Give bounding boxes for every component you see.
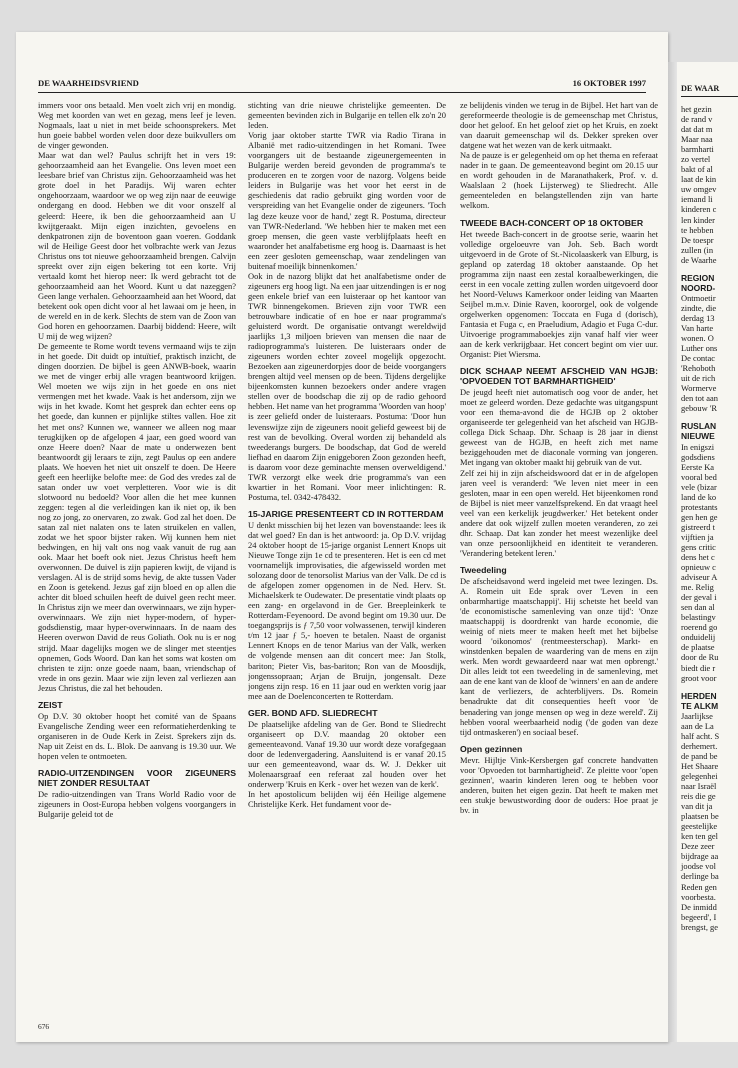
next-page-line: brengst, ge — [681, 921, 719, 932]
line-gap — [681, 683, 738, 691]
next-page-line: Maar naa — [681, 134, 713, 145]
next-page-line: protestants — [681, 501, 718, 512]
next-page-line: REGION — [681, 272, 715, 283]
header-rule — [38, 92, 646, 93]
next-page-line: voorbesta. — [681, 891, 716, 902]
column-3 — [460, 100, 658, 1035]
next-page-line: dat dat m — [681, 124, 713, 135]
section-heading: Open gezinnen — [460, 743, 523, 754]
next-page-line: bijdrage aa — [681, 851, 719, 862]
next-page-line: Deze zeer — [681, 841, 715, 852]
section-heading: GER. BOND AFD. SLIEDRECHT — [248, 707, 378, 718]
next-page-line: biedt die r — [681, 662, 716, 673]
newspaper-page — [16, 32, 668, 1042]
next-page-line: ken ten gel — [681, 831, 719, 842]
next-page-line: gen hen ge — [681, 511, 718, 522]
next-page-line: gelegenhei — [681, 771, 718, 781]
next-page-line: begeerd', I — [681, 911, 717, 922]
next-page-line: Van harte — [681, 322, 714, 333]
body-paragraph: De gemeente te Rome wordt tevens vermaand wijs te zijn in het goede. Dit duidt op intuïtief, praktisch inzicht, de dingen doorzien. De bijbel is geen ANWB-boek, waarin we met de vinger erbij alle vragen beantwoord krijgen. Wel moeten we wijs zijn in het goede en ons niet vermengen met het kwade. Vaak is het andersom, zijn we wijs in het kwade. Komt het gesprek dan echter eens op het goede, dan kunnen er pijnlijke stiltes vallen. Hoe zit het met ons? Kunnen we, wanneer we alleen nog maar terugkijken op de afgelopen 4 jaar, een goed woord van onze Heere doen? Naar de mate u onderwezen bent beantwoordt gij leraars te zijn, zegt Paulus op een andere plaats. We hoeven het niet uit onszelf te doen. De Heere geeft een heerlijke belofte mee: de God des vredes zal de satan onder uw voet verpletteren. Voor wie is dit slotwoord nu bedoeld? Voor allen die het mee kunnen zeggen: tegen al die verleidingen kan ik niet op, ik ben nog zo jong, zo onervaren, zo zwak. God zal het doen. De satan zal niet nalaten ons te laten struikelen en vallen, zodat we het spoor bijster raken. Wij kunnen hem niet bedwingen, en hij valt ons nog vaak vanuit de rug aan ook. Maar het boeft ook niet. Jezus Christus heeft hem overwonnen. De duivel is zijn papieren kwijt, de vijand is verslagen. Al is de strijd soms hevig, de akte tussen Vader en Zoon is getekend. Jezus gaf zijn bloed en op allen die achter dit bloed schuilen heeft de duivel geen recht meer. In Christus zijn we meer dan overwinnaars, we zijn hyper-overwinnaars. We zijn niet hyper-modern, of hyper-godsdienstig, maar hyper-overwinnaars. In de naam des Heeren overwon David de reus Goliath. Ook nu is er nog strijd. Maar dagelijks mogen we de slinger met steentjes opnemen, Gods Woord. Dan kan het soms wat kosten om christen te zijn: onze goede naam, baan, vriendschap of vrede in ons gezin. Maar wie zijn leven zal verliezen aan Jezus Christus, die zal het behouden. — [38, 341, 236, 693]
next-page-line: land de ko — [681, 491, 717, 502]
next-page-line: HERDEN — [681, 690, 717, 701]
line-gap — [681, 413, 738, 421]
next-page-line: godsdiens — [681, 451, 715, 462]
section-heading: DICK SCHAAP NEEMT AFSCHEID VAN HGJB: 'OPVOEDEN TOT BARMHARTIGHEID' — [460, 366, 658, 387]
body-paragraph: ze belijdenis vinden we terug in de Bijbel. Het hart van de gereformeerde theologie is de gemeenschap met Christus, door het geloof. En het geloof ziet op het Kruis, en zoekt van daaruit gemeenschap wil ds. Dekker spreken over datgene wat het wezen van de kerk uitmaakt. — [460, 100, 658, 151]
next-page-line: aan de La — [681, 720, 714, 731]
next-page-line: onduidelij — [681, 632, 716, 643]
next-page-line: De contac — [681, 353, 715, 364]
next-page-line: belastingv — [681, 612, 716, 623]
next-page-line: den tot aan — [681, 393, 719, 404]
running-header — [38, 78, 646, 92]
publication-name: DE WAARHEIDSVRIEND — [38, 78, 139, 88]
next-page-line: laat de kin — [681, 174, 717, 185]
next-page-line: De inmidd — [681, 901, 717, 912]
next-page-line: gebouw 'R — [681, 403, 717, 414]
next-page-line: In enigszi — [681, 441, 715, 452]
next-page-line: NIEUWE — [681, 431, 715, 442]
section-heading: 15-JARIGE PRESENTEERT CD IN ROTTERDAM — [248, 508, 444, 519]
body-paragraph: Op D.V. 30 oktober hoopt het comité van de Spaans Evangelische Zending weer een reformatieherdenking te organiseren in de Oude Kerk in Zeist. Sprekers zijn ds. Nap uit Zeist en ds. L. Blok. De aanvang is 19.30 uur. We hopen velen te ontmoeten. — [38, 710, 236, 761]
next-page-line: Eerste Ka — [681, 461, 715, 472]
body-paragraph: Mevr. Hijltje Vink-Kersbergen gaf concrete handvatten voor 'Opvoeden tot barmhartigheid'. Ze pleitte voor 'open gezinnen', waarin kinderen leren oog te hebben voor anderen, buiten het eigen gezin. Dat heeft te maken met een stukje bewustwording door de ouders: Hoe praat je bv. in — [460, 754, 658, 815]
body-paragraph: In het apostolicum belijden wij één Heilige algemene Christelijke Kerk. Het fundament voor de- — [248, 789, 446, 810]
line-gap — [681, 265, 738, 273]
next-page-line: Ontmoetir — [681, 292, 716, 303]
next-page-line: de pand be — [681, 750, 718, 761]
next-page-line: reis die ge — [681, 791, 716, 802]
next-page-line: roerend go — [681, 622, 718, 633]
body-paragraph: Ook in de nazorg blijkt dat het analfabetisme onder de zigeuners erg hoog ligt. Na een jaar uitzendingen is er nog geen enkele brief van een luisteraar op het kantoor van TWR binnengekomen. Brieven zijn voor TWR een betrouwbare indicatie of en hoe er naar programma's geluisterd wordt. De organisatie ontvangt wereldwijd jaarlijks 1,3 miljoen brieven van mensen die naar de radioprogramma's luisteren. De luisteraars onder de zigeuners worden echter zoveel mogelijk opgezocht. Bezoeken aan zigeunerdorpjes door de beide voorgangers brengen altijd veel mensen op de been. Tijdens dergelijke bijeenkomsten kunnen bezoekers onder andere vragen stellen over de boodschap die zij op de radio gehoord hebben. Het name van het programma 'Woorden van hoop' is zeer geliefd onder de luisteraars. Postuma: 'Door hun levenswijze zijn de zigeuners nooit geliefd geweest bij de rest van de bevolking. Overal worden zij behandeld als tweederangs burgers. De boodschap, dat God de wereld liefhad en daarom Zijn eniggeboren Zoon gezonden heeft, is daarom voor deze geminachte mensen overweldigend.' TWR verzorgt elke week drie programma's van een kwartier in het Romani. Voor meer inlichtingen: R. Postuma, tel. 0342-478432. — [248, 270, 446, 502]
body-paragraph: De plaatselijke afdeling van de Ger. Bond te Sliedrecht organiseert op D.V. maandag 20 oktober een gemeenteavond. Vanaf 19.30 uur wordt deze vorafgegaan door de ledenvergadering. Aansluitend is er vanaf 20.15 uur een gemeenteavond, waar ds. W. J. Dekker uit Molenaarsgraaf een referaat zal houden over het onderwerp 'Kruis en Kerk - over het wezen van de kerk'. — [248, 718, 446, 789]
body-paragraph: De jeugd heeft niet automatisch oog voor de ander, het moet ze geleerd worden. Deze gedachte was uitgangspunt voor een thema-avond die de HGJB op 2 oktober organiseerde ter gelegenheid van het afscheid van HGJB-collega Dick Schaap. Dhr. Schaap is 28 jaar in dienst geweest van de HGJB, en heeft zich met name beziggehouden met de diaconale vorming van jongeren. Met ingang van oktober maakt hij gebruik van de vut. — [460, 387, 658, 468]
next-page-line: vijftien ja — [681, 531, 714, 542]
next-page-line: vooral bed — [681, 471, 717, 482]
next-page-line: bakt of al — [681, 164, 713, 175]
next-page-line: der geval i — [681, 592, 717, 603]
next-page-line: half acht. S — [681, 730, 720, 741]
next-page-line: Luther ons — [681, 343, 718, 354]
next-page-line: NOORD- — [681, 282, 716, 293]
next-page-line: 'Rehoboth — [681, 363, 716, 374]
next-page-line: naar Israël — [681, 781, 717, 792]
next-page-line: sen dan al — [681, 602, 715, 613]
page-gutter — [668, 62, 677, 1042]
body-paragraph: Vorig jaar oktober startte TWR via Radio Tirana in Albanië met radio-uitzendingen in het Romani. Twee voorgangers uit de bestaande zigeunergemeenten in Bulgarije werden bereid gevonden de programma's te produceren en te zorgen voor de nazorg. Volgens beide leiders in Bulgarije was het voor het eerst in de geschiedenis dat radio gebruikt ging worden voor de verspreiding van het Evangelie onder de zigeuners. 'Toch lag deze keuze voor de hand,' zegt R. Postuma, directeur van TWR-Nederland. 'We hebben hier te maken met een groep mensen, die geen vaste verblijfplaats heeft en waaronder het analfabetisme erg hoog is. Daarnaast is het een zeer gesloten gemeenschap, waar zendelingen van buitenaf moeilijk binnenkomen.' — [248, 130, 446, 271]
next-page-line: groot voor — [681, 672, 717, 683]
section-heading: TWEEDE BACH-CONCERT OP 18 OKTOBER — [460, 217, 644, 228]
issue-date: 16 OKTOBER 1997 — [572, 78, 646, 88]
next-page-column — [681, 104, 738, 932]
next-page-line: de rand v — [681, 114, 713, 125]
next-page-line: vele (bizar — [681, 481, 717, 492]
column-2 — [248, 100, 446, 1035]
next-page-line: geestelijke — [681, 821, 718, 832]
next-page-line: zo vertel — [681, 154, 711, 165]
next-page-line: kinderen c — [681, 204, 717, 215]
body-paragraph: Maar wat dan wel? Paulus schrijft het in vers 19: gehoorzaamheid aan het Evangelie. Ons leven moet een leesbare brief van Christus zijn. Gehoorzaamheid was het grote doel in het Paradijs. Wij waren echter ongehoorzaam, waardoor we op weg zijn naar de eeuwige ondergang en dood. Hebben we dit voor onszelf al geleerd: Heere, ik ben die gehoorzaamheid aan U kwijtgeraakt. Mijn eigen inzichten, gevoelens en denkpatronen zijn de boventoon gaan voeren. Goddank wil de Heilige Geest door het volbrachte werk van Jezus Christus ons tot nieuwe gehoorzaamheid brengen. Calvijn spreekt over zijn eigen bekering tot een korte. Vrij vertaald komt het hierop neer: Ik werd gebracht tot de gehoorzaamheid aan het Woord. Kunt u dat nazeggen? Geen lange verhalen. Gehoorzaamheid aan het Woord, dat betekent ook open dicht voor al het lawaai om je heen, in de wereld en in de kerk. Slechts de stem van de Zoon van God horen en gehoorzamen. Daarbij biddend: Heere, wilt U mij de weg wijzen? — [38, 150, 236, 342]
next-page-line: Jaarlijkse — [681, 710, 713, 721]
next-page-line: iemand li — [681, 194, 713, 205]
next-page-line: TE ALKM — [681, 700, 719, 711]
next-page-line: gens critic — [681, 541, 716, 552]
next-page-line: joodse vol — [681, 861, 716, 872]
column-1 — [38, 100, 236, 1035]
next-page-line: Wormerve — [681, 383, 717, 394]
body-paragraph: De radio-uitzendingen van Trans World Radio voor de zigeuners in Oost-Europa hebben volgens voorgangers in Bulgarije geleid tot de — [38, 789, 236, 820]
next-page-header: DE WAAR — [681, 84, 720, 93]
section-heading: RADIO-UITZENDINGEN VOOR ZIGEUNERS NIET ZONDER RESULTAAT — [38, 768, 236, 788]
next-page-line: van dit ja — [681, 801, 713, 812]
section-heading: ZEIST — [38, 699, 63, 710]
body-paragraph: immers voor ons betaald. Men voelt zich vrij en mondig. Weg met koorden van wet en gezag, mens leef je leven. Nogmaals, laat u niet in met beide schoonsprekers. Met hun goeie babbel worden velen door deze buikvullers om de vinger gewonden. — [38, 100, 236, 151]
next-page-line: uw omgev — [681, 184, 717, 195]
next-page-line: plaatsen be — [681, 811, 719, 822]
next-page-line: Reden gen — [681, 881, 717, 892]
page-number: 676 — [38, 1022, 50, 1031]
next-page-line: barmharti — [681, 144, 714, 155]
next-page-line: uit de rich — [681, 373, 716, 384]
next-page-fragment — [677, 62, 738, 1042]
next-page-line: derdag 13 — [681, 312, 715, 323]
next-page-line: me. Relig — [681, 582, 714, 593]
next-page-line: derlinge ba — [681, 871, 719, 882]
next-page-line: gistreerd t — [681, 521, 715, 532]
body-paragraph: Zelf zei hij in zijn afscheidswoord dat er in de afgelopen jaren veel is veranderd: 'We leven niet meer in een gesloten, maar in een open wereld. Het bijeenkomen rond de Bijbel is niet meer vanzelfsprekend. En dat vraagt heel veel van een kerkelijk jeugdwerker.' Het betekent onder andere dat ook wijzelf zullen moeten veranderen, zo zei dhr. Schaap. Dat kan zonder het meest wezenlijke deel van onze persoonlijkheid en identiteit te veranderen. 'Verandering betekent leren.' — [460, 467, 658, 558]
section-heading: Tweedeling — [460, 564, 507, 575]
next-page-line: door de Ru — [681, 652, 719, 663]
next-page-line: adviseur A — [681, 572, 718, 583]
next-page-line: derhemert. — [681, 740, 718, 751]
next-page-line: Het Shaare — [681, 760, 719, 771]
body-paragraph: Na de pauze is er gelegenheid om op het thema en referaat nader in te gaan. De gemeenteavond begint om 20.15 uur en wordt gehouden in de Maranathakerk, Prof. v. d. Waalslaan 2 (hoek Lijsterweg) te Sliedrecht. Alle gemeenteleden en belangstellenden zijn van harte welkom. — [460, 150, 658, 211]
next-page-line: te hebben — [681, 224, 714, 235]
next-page-line: wonen. O — [681, 333, 714, 344]
next-page-line: zullen (in — [681, 244, 714, 255]
next-page-line: zindte, die — [681, 302, 717, 313]
next-page-line: de plaatse — [681, 642, 715, 653]
next-page-line: RUSLAN — [681, 421, 717, 432]
next-page-line: het gezin — [681, 104, 712, 114]
next-page-line: dens het c — [681, 552, 715, 563]
body-paragraph: U denkt misschien bij het lezen van bovenstaande: lees ik dat wel goed? En dan is het antwoord: ja. Op D.V. vrijdag 24 oktober hoopt de 15-jarige organist Lennert Knops uit Nieuwe Tonge zijn 1e cd te presenteren. Het is een cd met voornamelijk improvisaties, die afgewisseld worden met solozang door de tenorsolist Marius van der Valk. De cd is de afgelopen zomer opgenomen in de Ned. Herv. St. Michaelskerk te Oudewater. De presentatie vindt plaats op een zang- en orgelavond in de Ger. Breepleinkerk te Rotterdam-Feyenoord. De avond begint om 19.30 uur. De toegangsprijs is ƒ 7,50 voor volwassenen, terwijl kinderen t/m 12 jaar ƒ 5,- hoeven te betalen. Naast de organist Lennert Knops en de tenor Marius van der Valk, werken de volgende mensen aan dit concert mee: Jan Stolk, bariton; Pieter Vis, bas-bariton; Ron van de Moosdijk, jongenssopraan; Arjan de Bruijn, jongensalt. Deze jongens zijn resp. 16 en 11 jaar oud en werkten vorig jaar mee aan de Doelenconcerten te Rotterdam. — [248, 519, 446, 701]
next-page-line: de Waarhe — [681, 254, 717, 265]
body-paragraph: De afscheidsavond werd ingeleid met twee lezingen. Ds. A. Romein uit Ede sprak over 'Leven in een onbarmhartige maatschappij'. Hij schetste het beeld van 'de economistische samenleving van onze tijd': 'Onze maatschappij is doordrenkt van harde economie, die weinig of niets meer te maken heeft met het bijbelse woord 'oikonomos' (rentmeesterschap). Markt- en winstdenken bepalen de waardering van de mens en zijn werk. Men wordt gewaardeerd naar wat men opbrengt.' Dit alles leidt tot een tweedeling in de samenleving, met aan de ene kant van de kloof de 'winners' en aan de andere kant de verliezers, de achterblijvers. Ds. Romein benadrukte dat dit consequenties heeft voor 'de benadering van jonge mensen op weg in deze wereld'. Zij hebben vooral weerbaarheid nodig ('de goden van deze tijd ontmaskeren') en sociaal besef. — [460, 575, 658, 737]
next-page-line: De toespr — [681, 234, 714, 245]
body-paragraph: stichting van drie nieuwe christelijke gemeenten. De gemeenten bevinden zich in Bulgarije en tellen elk zo'n 20 leden. — [248, 100, 446, 131]
next-page-line: opnieuw c — [681, 562, 716, 573]
next-page-rule — [681, 96, 738, 97]
next-page-line: len kinder — [681, 214, 715, 225]
body-paragraph: Het tweede Bach-concert in de grootse serie, waarin het volledige orgeloeuvre van Joh. Seb. Bach wordt uitgevoerd in de Grote of St.-Nicolaaskerk van Elburg, is gepland op zaterdag 18 oktober aanstaande. Op het programma zijn naast een zestal koraalbewerkingen, die eerst in een vocale zetting zullen worden uitgevoerd door het Noord-Veluws Kamerkoor onder leiding van Maarten Seijbel m.m.v. Dinie Raven, koororgel, ook de volgende orgelwerken opgenomen: Toccata en Fuga d (dorisch), Fantasia et Fuga c, en Praeludium, Adagio et Fuga C-dur. Uitvoerige programmaboekjes zijn vanaf half vier weer aan de kerk verkrijgbaar. Het concert begint om vier uur. Organist: Piet Wiersma. — [460, 228, 658, 360]
